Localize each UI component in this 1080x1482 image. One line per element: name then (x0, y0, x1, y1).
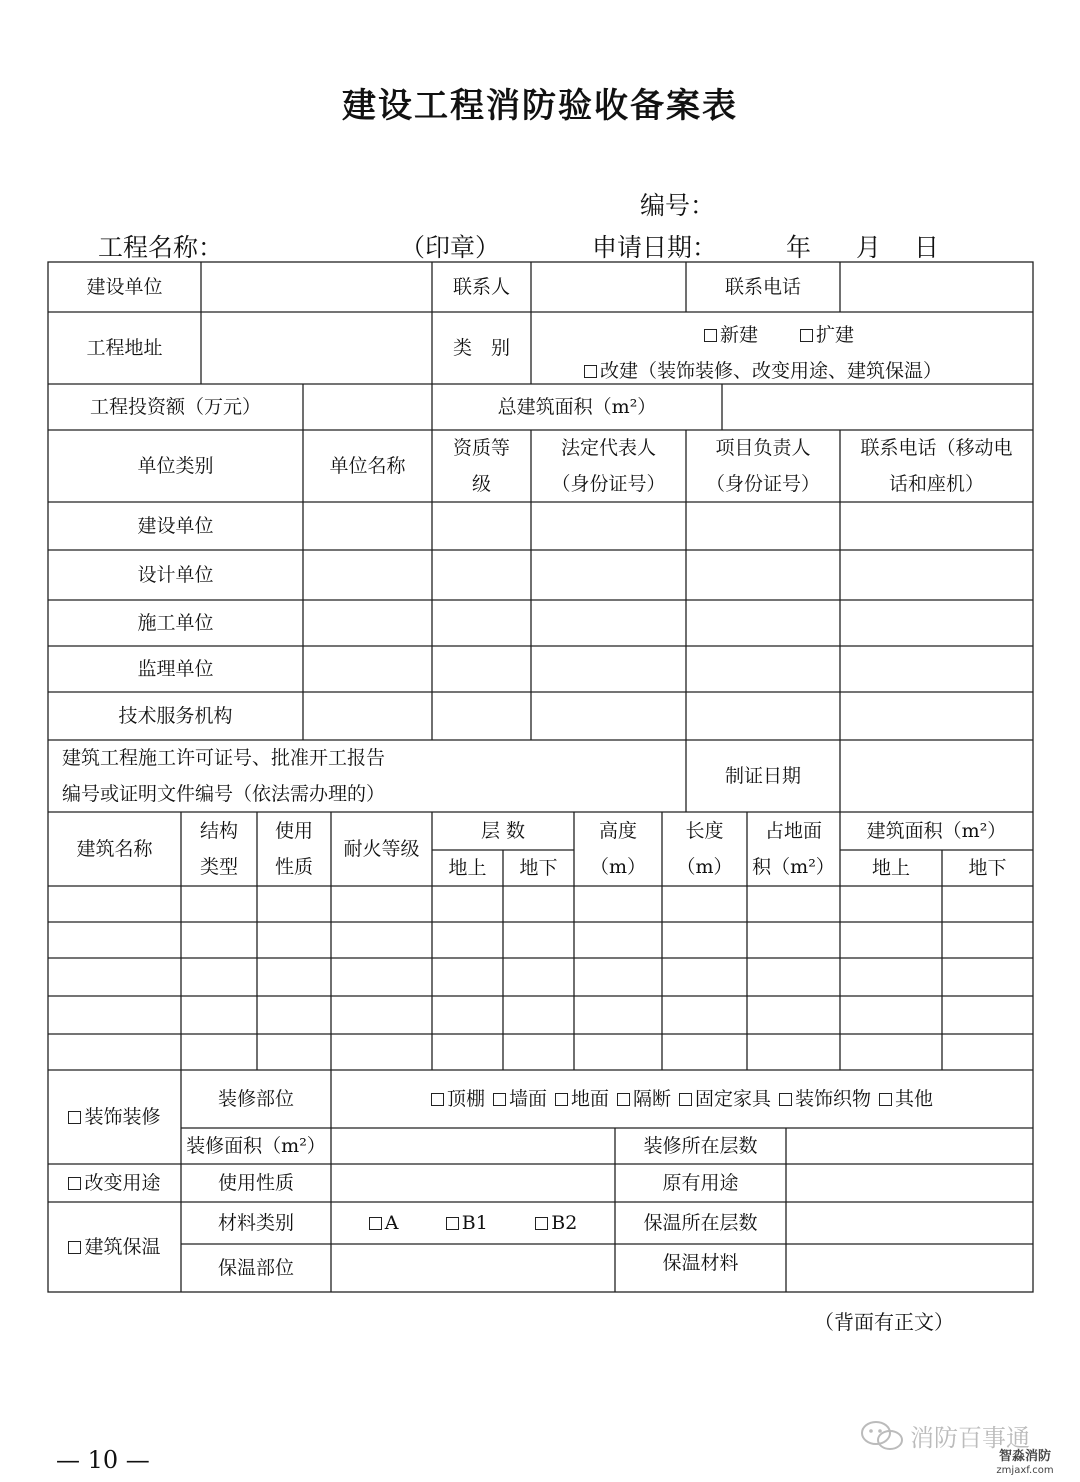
date-day: 日 (914, 233, 940, 262)
part-option[interactable] (879, 1081, 933, 1117)
material-grade-options (331, 1202, 615, 1244)
unit-row-label: 监理单位 (137, 658, 214, 680)
manager-header-line1: 项目负责人 (715, 437, 811, 459)
part-checkbox[interactable] (679, 1093, 692, 1106)
builder-label: 建设单位 (86, 276, 163, 298)
grade-checkbox[interactable] (369, 1217, 382, 1230)
change-use-option[interactable] (48, 1164, 181, 1202)
grade-option[interactable] (446, 1205, 488, 1241)
unit-phone-header-line2: 话和座机） (888, 473, 984, 495)
logo-text-main: 智淼消防 (998, 1449, 1051, 1464)
unit-row-label: 技术服务机构 (118, 705, 233, 727)
permit-label (48, 740, 686, 812)
structure-header-line2: 类型 (199, 856, 238, 878)
part-option[interactable] (431, 1081, 485, 1117)
part-checkbox[interactable] (555, 1093, 568, 1106)
permit-label-line2: 编号或证明文件编号（依法需办理的） (62, 783, 386, 805)
phone-label: 联系电话 (724, 276, 801, 298)
investment-field[interactable] (303, 384, 432, 430)
grade-option[interactable] (369, 1205, 399, 1241)
structure-header (181, 812, 257, 886)
category-new-option[interactable] (704, 320, 758, 347)
floors-below-header: 地下 (519, 857, 558, 879)
structure-header-line1: 结构 (199, 820, 238, 842)
rebuild-option-label: 改建（装饰装修、改变用途、建筑保温） (600, 360, 943, 382)
total-area-label: 总建筑面积（m²） (497, 396, 657, 418)
issue-date-field[interactable] (840, 740, 1033, 812)
insulation-material-field[interactable] (786, 1244, 1033, 1292)
part-option[interactable] (493, 1081, 547, 1117)
expand-option-label: 扩建 (816, 324, 855, 346)
building-name-header: 建筑名称 (76, 838, 153, 860)
grade-label: A (384, 1212, 399, 1234)
part-label: 其他 (895, 1088, 934, 1110)
category-rebuild-option[interactable] (584, 356, 942, 383)
back-side-note: （背面有正文） (814, 1310, 954, 1334)
original-use-field[interactable] (786, 1164, 1033, 1202)
project-name-label: 工程名称： (98, 233, 224, 262)
insulation-option[interactable] (48, 1202, 181, 1292)
building-area-header: 建筑面积（m²） (866, 820, 1007, 842)
grade-checkbox[interactable] (446, 1217, 459, 1230)
part-option[interactable] (555, 1081, 609, 1117)
form-title: 建设工程消防验收备案表 (342, 86, 738, 126)
total-area-field[interactable] (722, 384, 1033, 430)
decoration-checkbox[interactable] (68, 1111, 81, 1124)
decoration-area-label: 装修面积（m²） (186, 1135, 326, 1157)
manager-header (686, 430, 840, 502)
category-label: 类 别 (452, 337, 510, 359)
height-header-line2: （m） (589, 856, 647, 878)
unit-row-label: 施工单位 (137, 612, 214, 634)
use-header-line2: 性质 (274, 856, 313, 878)
legal-rep-header (531, 430, 686, 502)
part-option[interactable] (679, 1081, 771, 1117)
material-type-label: 材料类别 (217, 1212, 294, 1234)
change-use-label: 改变用途 (84, 1172, 161, 1194)
logo-text-url: zmjaxf.com (996, 1465, 1054, 1476)
insulation-part-field[interactable] (331, 1244, 615, 1292)
decoration-label: 装饰装修 (84, 1106, 161, 1128)
footprint-header-line2: 积（m²） (752, 856, 835, 878)
length-header-line1: 长度 (685, 820, 724, 842)
length-header (662, 812, 747, 886)
unit-category-header: 单位类别 (137, 455, 214, 477)
insulation-floor-label: 保温所在层数 (643, 1212, 758, 1234)
unit-phone-header (840, 430, 1033, 502)
unit-phone-header-line1: 联系电话（移动电 (860, 437, 1013, 459)
legal-rep-header-line1: 法定代表人 (560, 437, 656, 459)
part-label: 装饰织物 (795, 1088, 872, 1110)
use-header-line1: 使用 (274, 820, 313, 842)
decoration-floor-label: 装修所在层数 (643, 1135, 758, 1157)
number-label: 编号： (640, 191, 716, 220)
insulation-label: 建筑保温 (84, 1236, 161, 1258)
manager-header-line2: （身份证号） (705, 473, 820, 495)
builder-field[interactable] (201, 262, 432, 312)
investment-label: 工程投资额（万元） (89, 396, 261, 418)
contact-field[interactable] (531, 262, 686, 312)
length-header-line2: （m） (676, 856, 733, 878)
part-label: 地面 (570, 1088, 609, 1110)
decoration-parts-options (331, 1070, 1033, 1128)
unit-name-header: 单位名称 (329, 455, 406, 477)
date-month: 月 (856, 233, 882, 262)
decoration-option[interactable] (48, 1070, 181, 1164)
grade-label: B1 (461, 1212, 488, 1234)
area-below-header: 地下 (968, 857, 1007, 879)
part-label: 顶棚 (446, 1088, 485, 1110)
use-header (257, 812, 331, 886)
area-above-header: 地上 (871, 857, 910, 879)
insulation-floor-field[interactable] (786, 1202, 1033, 1244)
wechat-icon (860, 1420, 904, 1452)
decoration-part-label: 装修部位 (217, 1088, 294, 1110)
qualification-header-line1: 资质等 (452, 437, 510, 459)
insulation-part-label: 保温部位 (217, 1257, 294, 1279)
watermark-text: 消防百事通 (910, 1424, 1030, 1452)
part-label: 隔断 (632, 1088, 671, 1110)
unit-row-label: 建设单位 (137, 515, 214, 537)
footprint-header-line1: 占地面 (764, 820, 822, 842)
grade-checkbox[interactable] (535, 1217, 548, 1230)
change-use-checkbox[interactable] (68, 1177, 81, 1190)
rebuild-checkbox[interactable] (584, 365, 597, 378)
part-label: 固定家具 (695, 1088, 772, 1110)
insulation-checkbox[interactable] (68, 1241, 81, 1254)
part-checkbox[interactable] (879, 1093, 892, 1106)
decoration-area-field[interactable] (331, 1128, 615, 1164)
grade-label: B2 (551, 1212, 578, 1234)
date-year: 年 (786, 233, 812, 262)
part-checkbox[interactable] (431, 1093, 444, 1106)
permit-label-line1: 建筑工程施工许可证号、批准开工报告 (62, 747, 386, 769)
apply-date-label: 申请日期： (592, 233, 718, 262)
legal-rep-header-line2: （身份证号） (551, 473, 666, 495)
qualification-header-line2: 级 (471, 473, 491, 495)
address-field[interactable] (201, 312, 432, 384)
part-label: 墙面 (508, 1088, 547, 1110)
original-use-label: 原有用途 (662, 1172, 739, 1194)
qualification-header (432, 430, 531, 502)
unit-row-label: 设计单位 (137, 564, 214, 586)
part-checkbox[interactable] (493, 1093, 506, 1106)
new-option-label: 新建 (720, 324, 759, 346)
floors-above-header: 地上 (448, 857, 487, 879)
part-option[interactable] (779, 1081, 871, 1117)
new-checkbox[interactable] (704, 329, 717, 342)
contact-label: 联系人 (452, 276, 510, 298)
height-header (574, 812, 662, 886)
category-expand-option[interactable] (800, 320, 854, 347)
grade-option[interactable] (535, 1205, 577, 1241)
part-option[interactable] (617, 1081, 671, 1117)
issue-date-label: 制证日期 (724, 765, 801, 787)
use-nature-field[interactable] (331, 1164, 615, 1202)
fire-rating-header: 耐火等级 (343, 838, 420, 860)
expand-checkbox[interactable] (800, 329, 813, 342)
address-label: 工程地址 (86, 337, 163, 359)
footprint-header (747, 812, 840, 886)
use-nature-label: 使用性质 (217, 1172, 294, 1194)
page-number: — 10 — (56, 1446, 150, 1474)
floors-header: 层 数 (480, 820, 526, 842)
watermark (860, 1418, 1030, 1453)
insulation-material-label: 保温材料 (662, 1252, 739, 1274)
height-header-line1: 高度 (598, 820, 637, 842)
site-logo (990, 1450, 1060, 1478)
phone-field[interactable] (840, 262, 1033, 312)
part-checkbox[interactable] (779, 1093, 792, 1106)
decoration-floor-field[interactable] (786, 1128, 1033, 1164)
part-checkbox[interactable] (617, 1093, 630, 1106)
seal-label: （印章） (400, 233, 501, 262)
